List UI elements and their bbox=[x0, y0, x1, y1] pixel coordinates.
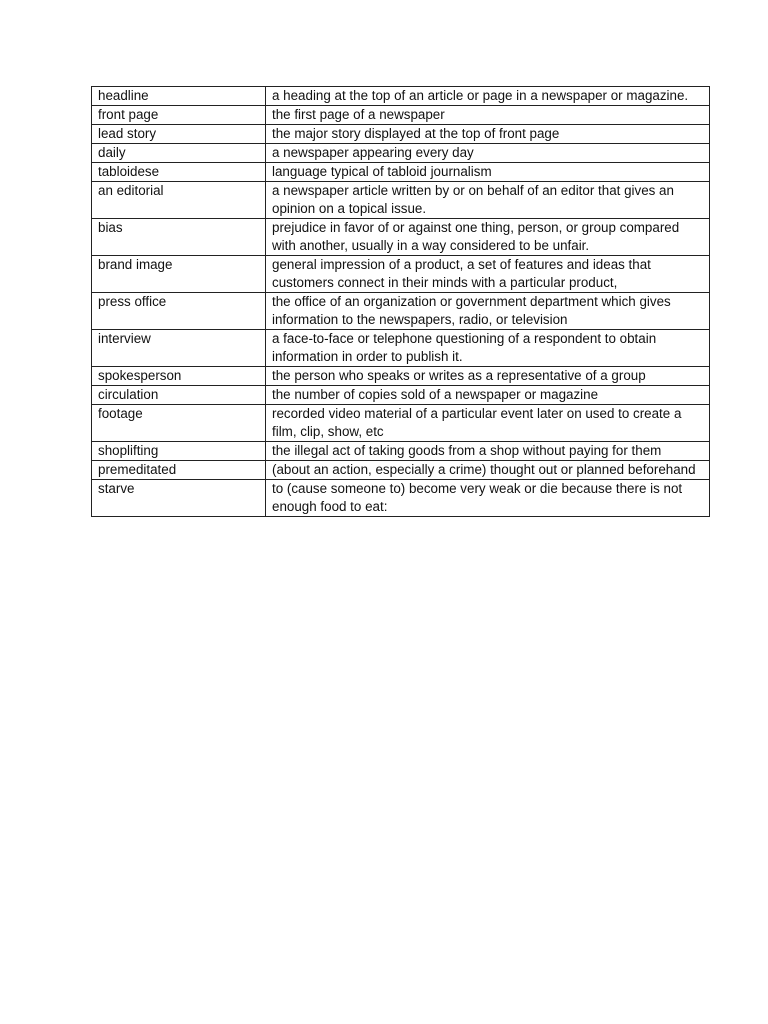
definition-cell: prejudice in favor of or against one thing, person, or group compared with another, usually in a way considered to be unfair. bbox=[266, 219, 710, 256]
definition-cell: general impression of a product, a set of features and ideas that customers connect in their minds with a particular product, bbox=[266, 256, 710, 293]
table-row bbox=[92, 480, 710, 517]
definition-cell: the major story displayed at the top of front page bbox=[266, 125, 710, 144]
term-cell: interview bbox=[92, 330, 266, 367]
definition-cell: a newspaper appearing every day bbox=[266, 144, 710, 163]
term-cell: headline bbox=[92, 87, 266, 106]
table-row bbox=[92, 293, 710, 330]
term-cell: footage bbox=[92, 405, 266, 442]
definition-cell: the number of copies sold of a newspaper or magazine bbox=[266, 386, 710, 405]
term-cell: shoplifting bbox=[92, 442, 266, 461]
term-cell: lead story bbox=[92, 125, 266, 144]
table-row bbox=[92, 106, 710, 125]
term-cell: press office bbox=[92, 293, 266, 330]
table-row bbox=[92, 442, 710, 461]
table-row bbox=[92, 219, 710, 256]
term-cell: spokesperson bbox=[92, 367, 266, 386]
table-row bbox=[92, 405, 710, 442]
table-row bbox=[92, 144, 710, 163]
term-cell: circulation bbox=[92, 386, 266, 405]
glossary-table bbox=[91, 86, 710, 517]
table-row bbox=[92, 256, 710, 293]
definition-cell: the person who speaks or writes as a representative of a group bbox=[266, 367, 710, 386]
definition-cell: the first page of a newspaper bbox=[266, 106, 710, 125]
definition-cell: a face-to-face or telephone questioning of a respondent to obtain information in order to publish it. bbox=[266, 330, 710, 367]
definition-cell: the illegal act of taking goods from a shop without paying for them bbox=[266, 442, 710, 461]
term-cell: front page bbox=[92, 106, 266, 125]
term-cell: an editorial bbox=[92, 182, 266, 219]
definition-cell: (about an action, especially a crime) thought out or planned beforehand bbox=[266, 461, 710, 480]
term-cell: premeditated bbox=[92, 461, 266, 480]
definition-cell: language typical of tabloid journalism bbox=[266, 163, 710, 182]
term-cell: daily bbox=[92, 144, 266, 163]
table-row bbox=[92, 330, 710, 367]
table-row bbox=[92, 386, 710, 405]
glossary-table-body bbox=[92, 87, 710, 517]
definition-cell: a newspaper article written by or on behalf of an editor that gives an opinion on a topical issue. bbox=[266, 182, 710, 219]
term-cell: bias bbox=[92, 219, 266, 256]
table-row bbox=[92, 182, 710, 219]
table-row bbox=[92, 163, 710, 182]
definition-cell: the office of an organization or government department which gives information to the newspapers, radio, or television bbox=[266, 293, 710, 330]
table-row bbox=[92, 87, 710, 106]
term-cell: starve bbox=[92, 480, 266, 517]
table-row bbox=[92, 125, 710, 144]
table-row bbox=[92, 367, 710, 386]
term-cell: brand image bbox=[92, 256, 266, 293]
table-row bbox=[92, 461, 710, 480]
definition-cell: to (cause someone to) become very weak or die because there is not enough food to eat: bbox=[266, 480, 710, 517]
definition-cell: a heading at the top of an article or page in a newspaper or magazine. bbox=[266, 87, 710, 106]
term-cell: tabloidese bbox=[92, 163, 266, 182]
definition-cell: recorded video material of a particular event later on used to create a film, clip, show, etc bbox=[266, 405, 710, 442]
